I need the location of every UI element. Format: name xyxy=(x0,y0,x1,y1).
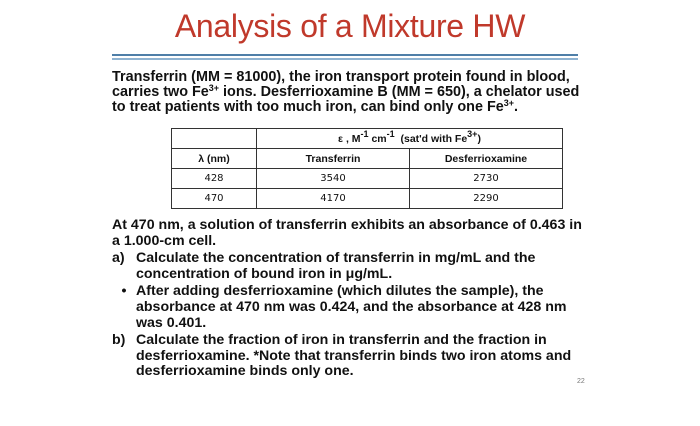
page-number: 22 xyxy=(577,378,585,385)
problem-body xyxy=(112,218,590,380)
slide-title: Analysis of a Mixture HW xyxy=(174,8,526,44)
column-header-desferrioxamine: Desferrioxamine xyxy=(410,149,563,169)
lambda-cell: 470 xyxy=(172,189,257,209)
table-header-row xyxy=(172,129,563,149)
desferrioxamine-cell: 2290 xyxy=(410,189,563,209)
part-a xyxy=(112,251,590,282)
bullet-text: After adding desferrioxamine (which dilutes the sample), the absorbance at 470 nm was 0.424, and the absorbance at 428 nm was 0.401. xyxy=(136,283,567,331)
part-b xyxy=(112,333,590,380)
desferrioxamine-cell: 2730 xyxy=(410,169,563,189)
transferrin-cell: 4170 xyxy=(257,189,410,209)
title-divider xyxy=(112,54,578,60)
part-b-text: Calculate the fraction of iron in transferrin and the fraction in desferrioxamine. *Note that transferrin binds two iron atoms and desferrioxamine binds only one. xyxy=(136,332,572,380)
intro-paragraph: Transferrin (MM = 81000), the iron transport protein found in blood, carries two $Fe^{3+}$ ions. Desferrioxamine B (MM = 650), a chelator used to treat patients with too much iron, can bind only one $Fe^{3+}$. xyxy=(112,69,580,115)
part-a-text: Calculate the concentration of transferrin in mg/mL and the concentration of bound iron in μg/mL. xyxy=(136,250,536,282)
epsilon-header: ε , $M^{-1}$ $cm^{-1}$ (sat'd with $Fe^{3+}$) xyxy=(257,129,563,149)
bullet-item xyxy=(112,284,590,331)
problem-statement: At 470 nm, a solution of transferrin exhibits an absorbance of 0.463 in a 1.000-cm cell. xyxy=(112,217,582,249)
table-column-header-row xyxy=(172,149,563,169)
table-row xyxy=(172,169,563,189)
part-b-marker: b) xyxy=(112,332,126,349)
table-row xyxy=(172,189,563,209)
transferrin-cell: 3540 xyxy=(257,169,410,189)
lambda-cell: 428 xyxy=(172,169,257,189)
table-corner-cell xyxy=(172,129,257,149)
part-a-marker: a) xyxy=(112,250,125,267)
column-header-lambda: λ (nm) xyxy=(172,149,257,169)
bullet-icon: • xyxy=(121,283,127,300)
column-header-transferrin: Transferrin xyxy=(257,149,410,169)
molar-absorptivity-table xyxy=(171,128,563,209)
